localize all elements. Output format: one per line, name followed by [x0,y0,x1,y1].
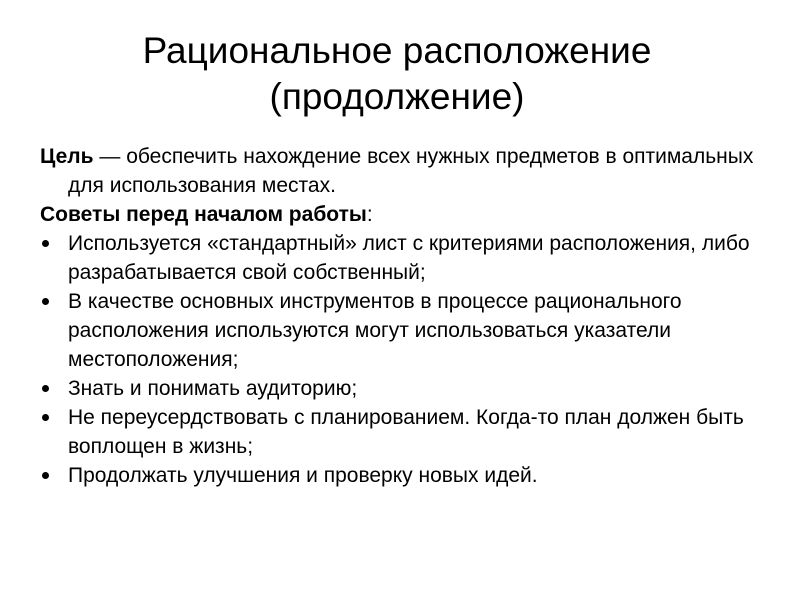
bullet-icon [42,414,49,421]
slide-title [40,28,754,120]
bullet-icon [42,298,49,305]
tips-list [40,229,770,490]
bullet-icon [42,240,49,247]
bullet-icon [42,472,49,479]
list-item-text: Не переусердствовать с планированием. Когда-то план должен быть воплощен в жизнь; [68,406,744,458]
list-item [40,403,770,461]
list-item [40,229,770,287]
list-item-text: Продолжать улучшения и проверку новых идей. [68,464,538,487]
list-item [40,461,770,490]
goal-label: Цель [40,145,94,168]
list-item-text: Используется «стандартный» лист с критериями расположения, либо разрабатывается свой собственный; [68,232,750,284]
tips-heading-paragraph [40,200,770,229]
title-line-1: Рациональное расположение [142,30,652,71]
goal-paragraph [40,142,770,200]
tips-heading: Советы перед началом работы [40,203,367,226]
list-item [40,374,770,403]
list-item-text: Знать и понимать аудиторию; [68,377,358,400]
title-line-2: (продолжение) [269,76,525,117]
bullet-icon [42,385,49,392]
tips-heading-colon: : [366,203,373,226]
goal-text: — обеспечить нахождение всех нужных предметов в оптимальных для использования местах. [68,145,754,197]
slide-body [40,142,770,490]
list-item-text: В качестве основных инструментов в процессе рационального расположения используются могут использоваться указатели местоположения; [68,290,682,371]
list-item [40,287,770,374]
